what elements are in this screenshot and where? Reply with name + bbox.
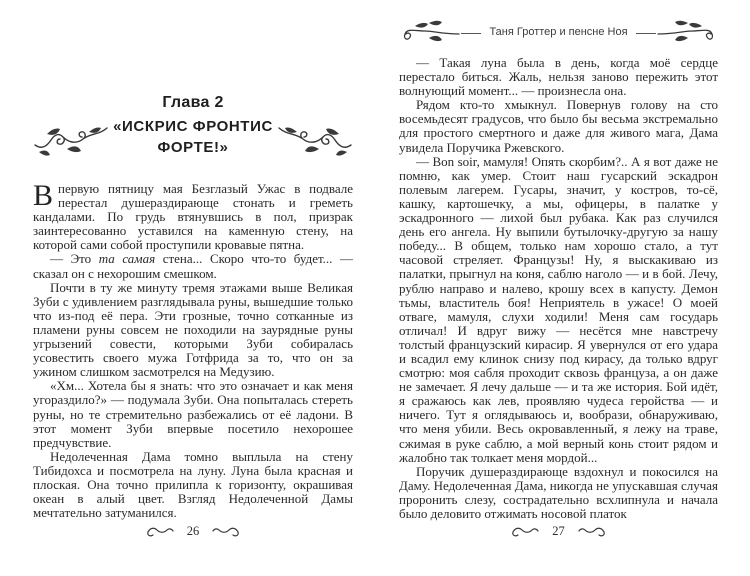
running-header-title: Таня Гроттер и пенсне Ноя (489, 26, 628, 38)
chapter-heading (33, 93, 353, 165)
left-page-footer (33, 524, 353, 539)
paragraph: — Такая луна была в день, когда моё сердце перестало биться. Жаль, нельзя заново пережить этот волнующий момент... — произнесла она. (399, 55, 718, 99)
chapter-title-line1: «ИСКРИС ФРОНТИС (113, 118, 273, 135)
paragraph: Поручик душераздирающе вздохнул и покосился на Даму. Недолеченная Дама, никогда не упускавшая случая проронить слезу, сострадательно всхлипнула и начала было деловито отжимать носовой платок (399, 463, 718, 521)
paragraph: Недолеченная Дама томно выплыла на стену Тибидохса и посмотрела на луну. Луна была красная и плоская. Она точно прилипла к горизонту, окрашивая океан в алый цвет. Взгляд Недолеченной Дамы мечтательно затуманился. (33, 448, 353, 521)
page-number: 26 (186, 524, 200, 538)
swirl-ornament-icon (146, 525, 175, 539)
paragraph: Почти в ту же минуту тремя этажами выше Великая Зуби с удивлением разглядывала руны, вышедшие только что из-под её пера. Эти грозные, точно сотканные из пламени руны совсем не походили на заурядные руны угрызений совести, которыми Зуби собиралась усовестить своего мужа Готфрида за то, что он за ужином слишком засмотрелся на Медузию. (33, 279, 353, 380)
left-page (33, 0, 353, 576)
right-page-text (399, 56, 718, 521)
paragraph: «Хм... Хотела бы я знать: что это означает и как меня угораздило?» — подумала Зуби. Она попыталась стереть руны, но те стремительно разбежались от её ладони. В этот момент Зуби впервые посетило нехорошее предчувствие. (33, 378, 353, 450)
right-page (399, 0, 718, 576)
branch-flourish-icon (656, 18, 718, 46)
chapter-title-line2: ФОРТЕ!» (157, 139, 229, 156)
running-header (399, 19, 718, 45)
branch-flourish-icon (399, 18, 461, 46)
header-rule (636, 33, 656, 34)
right-page-footer (399, 524, 718, 539)
vine-flourish-icon (275, 119, 353, 161)
drop-cap: В (33, 179, 54, 212)
swirl-ornament-icon (511, 525, 540, 539)
left-page-text (33, 179, 353, 521)
vine-flourish-icon (33, 119, 111, 161)
swirl-ornament-icon (211, 525, 240, 539)
swirl-ornament-icon (577, 525, 606, 539)
header-rule (461, 33, 481, 34)
paragraph: — Bon soir, мамуля! Опять скорбим?.. А я вот даже не помню, как умер. Стоит наш гусарский эскадрон полевым лагерем. Гусары, значит, у костров, то-сё, кашку, картошечку, а мы, офицеры, в палатке у эскадронного — лихой был рубака. Как раз случился день его ангела. Ну выпили бутылочку-другую за нашу победу... В общем, только нам хорошо стало, а тут часовой стреляет. Французы! Ну, я выскакиваю из палатки, прыгнул на коня, саблю наголо — и в бой. Лечу, рублю направо и налево, крошу всех в капусту. Демон тьмы, властитель боя! Неприятель в ужасе! О моей отваге, мамуля, слухи ходили! Меня сам государь отличал! И вдруг вижу — несётся мне навстречу толстый французский кирасир. Я увернулся от его удара и всадил ему клинок снизу под кирасу, да только вдруг смотрю: моя сабля проходит сквозь француза, а он даже не замечает. Я лечу дальше — и та же история. Бой идёт, я сражаюсь как лев, проявляю чудеса геройства — и ничего. Тут я оглядываюсь и, вообрази, обнаруживаю, что меня убили. Весь окровавленный, я лежу на траве, сжимая в руке саблю, а мой верный конь стоит рядом и жалобно так толкает меня мордой... (399, 153, 718, 465)
paragraph: — Это та самая стена... Скоро что-то будет... — сказал он с нехорошим смешком. (33, 251, 353, 281)
chapter-label: Глава 2 (162, 94, 224, 111)
paragraph: Рядом кто-то хмыкнул. Повернув голову на сто восемьдесят градусов, что было бы весьма экстремально для простого смертного и даже для живого мага, Дама увидела Поручика Ржевского. (399, 97, 718, 155)
page-number: 27 (552, 524, 565, 538)
paragraph: Впервую пятницу мая Безглазый Ужас в подвале перестал душераздирающе стонать и греметь кандалами. По грудь втянувшись в пол, призрак заинтересованно уставился на каменную стену, на которой сами собой проступили кровавые пятна. (33, 179, 353, 253)
